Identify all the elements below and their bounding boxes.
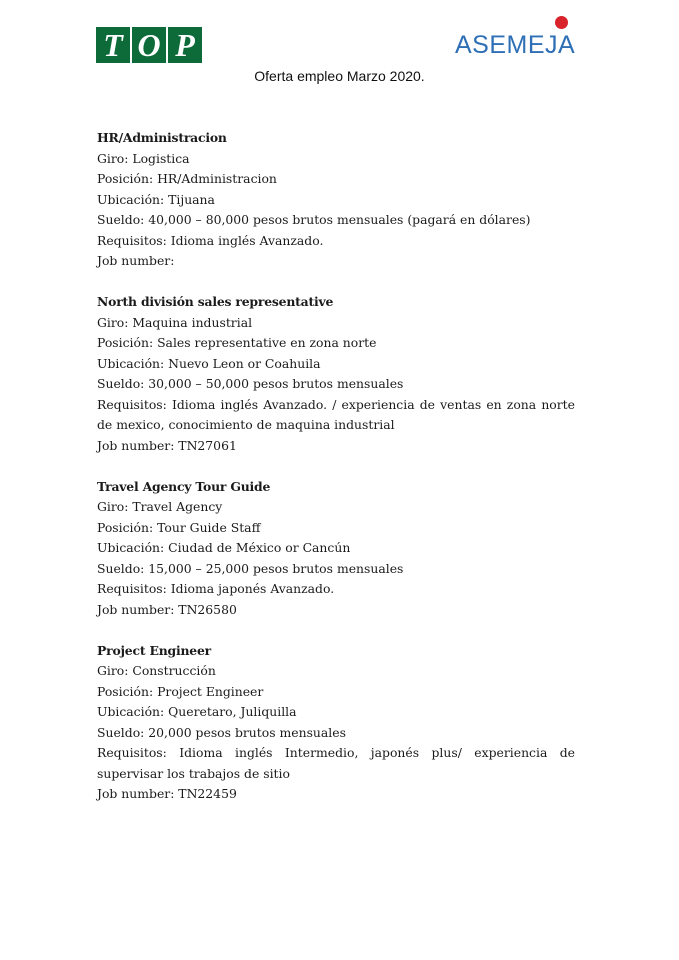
job-heading: HR/Administracion bbox=[97, 130, 227, 145]
job-posicion: Posición: Sales representative en zona norte bbox=[97, 335, 377, 350]
job-number: Job number: TN22459 bbox=[97, 786, 237, 801]
job-listing bbox=[97, 477, 575, 621]
job-number: Job number: bbox=[97, 253, 175, 268]
job-number: Job number: TN26580 bbox=[97, 601, 237, 617]
job-listing bbox=[97, 128, 575, 272]
job-ubicacion: Ubicación: Tijuana bbox=[97, 191, 215, 207]
job-ubicacion: Ubicación: Nuevo Leon or Coahuila bbox=[97, 355, 321, 371]
asemeja-logo-dot bbox=[555, 16, 568, 29]
job-giro: Giro: Travel Agency bbox=[97, 499, 223, 514]
top-logo-letter-t: T bbox=[96, 27, 130, 63]
job-number: Job number: TN27061 bbox=[97, 437, 237, 453]
job-posicion: Posición: HR/Administracion bbox=[97, 171, 277, 186]
job-giro: Giro: Construcción bbox=[97, 663, 216, 678]
job-requisitos: Requisitos: Idioma inglés Avanzado. / experiencia de ventas en zona norte de mexico, conocimiento de maquina industrial bbox=[97, 396, 575, 432]
job-giro: Giro: Maquina industrial bbox=[97, 314, 253, 330]
top-logo bbox=[96, 27, 204, 63]
job-posicion: Posición: Tour Guide Staff bbox=[97, 519, 261, 535]
job-requisitos: Requisitos: Idioma japonés Avanzado. bbox=[97, 581, 335, 596]
job-heading: Travel Agency Tour Guide bbox=[97, 478, 271, 494]
job-sueldo: Sueldo: 40,000 – 80,000 pesos brutos mensuales (pagará en dólares) bbox=[97, 212, 531, 227]
asemeja-logo-text: ASEMEJA bbox=[455, 31, 576, 59]
job-ubicacion: Ubicación: Queretaro, Juliquilla bbox=[97, 704, 297, 719]
job-requisitos: Requisitos: Idioma inglés Avanzado. bbox=[97, 232, 324, 248]
job-requisitos: Requisitos: Idioma inglés Intermedio, japonés plus/ experiencia de supervisar los trabajos de sitio bbox=[97, 745, 575, 781]
job-sueldo: Sueldo: 15,000 – 25,000 pesos brutos mensuales bbox=[97, 560, 404, 576]
asemeja-logo bbox=[455, 28, 575, 62]
job-listing bbox=[97, 292, 575, 456]
job-heading: North división sales representative bbox=[97, 294, 334, 309]
job-listings bbox=[97, 128, 575, 825]
top-logo-letter-o: O bbox=[132, 27, 166, 63]
job-heading: Project Engineer bbox=[97, 642, 211, 658]
job-sueldo: Sueldo: 30,000 – 50,000 pesos brutos mensuales bbox=[97, 376, 404, 391]
job-posicion: Posición: Project Engineer bbox=[97, 683, 264, 699]
document-title: Oferta empleo Marzo 2020. bbox=[254, 68, 425, 84]
job-ubicacion: Ubicación: Ciudad de México or Cancún bbox=[97, 540, 351, 555]
job-sueldo: Sueldo: 20,000 pesos brutos mensuales bbox=[97, 724, 346, 740]
job-giro: Giro: Logistica bbox=[97, 150, 190, 166]
job-listing bbox=[97, 641, 575, 805]
top-logo-letter-p: P bbox=[168, 27, 202, 63]
